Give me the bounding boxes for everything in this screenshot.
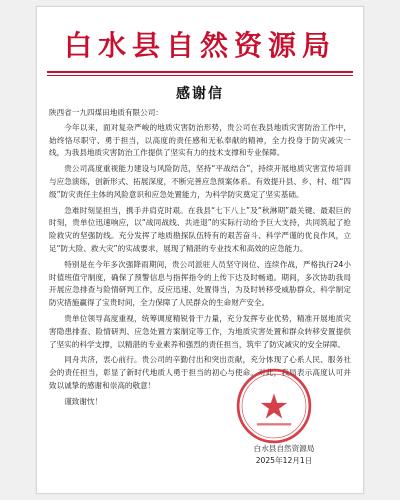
letter-body: [49, 107, 351, 409]
letter-page: [36, 6, 364, 494]
salutation: 陕西省一九四煤田地质有限公司：: [49, 108, 163, 117]
paragraph-4: 特别是在今年多次强降雨期间，贵公司派驻人员坚守岗位、连续作战，严格执行24小时值班值守制度，确保了预警信息与指挥指令的上传下达及时畅通。期间，多次协助我局开展应急排查与险情研判工作，反应迅速、处置得当，为及时转移受威胁群众、科学制定防灾措施赢得了宝贵时间，全力保障了人民群众的生命财产安全。: [49, 259, 351, 308]
letterhead-title: 白水县自然资源局: [63, 29, 336, 62]
signature-org: 白水县自然资源局: [253, 444, 315, 453]
letterhead-rule-thick: [47, 71, 353, 73]
paragraph-6: 同舟共济，衷心前行。贵公司的辛勤付出和突出贡献，充分体现了心系人民、服务社会的责任担当，彰显了新时代地质人勇于担当的初心与使命。对此，我局表示高度认可并致以诚挚的感谢和崇高的敬意！: [49, 355, 351, 390]
seal-code-strip: [257, 423, 291, 425]
document-title: 感谢信: [176, 86, 224, 102]
paragraph-3: 急难时刻显担当，携手并肩克时艰。在我县“七下八上”及“秋淋期”最关键、最艰巨的时刻，贵单位迅速响应，以“战同战线、共进退”的实际行动给予巨大支持，共同筑起了抢险救灾的坚强防线。充分发挥了地质勘探队伍特有的艰苦奋斗、科学严谨的优良作风，立足“防大险、救大灾”的实战要求，展现了精湛的专业技术和高效的应急能力。: [49, 205, 351, 253]
paragraph-5: 贵单位领导高度重视，统筹调度精锐骨干力量，充分发挥专业优势，精准开展地质灾害隐患排查、险情研判、应急处置方案制定等工作，为地质灾害处置和群众转移安置提供了坚实的科学支撑，以精湛的专业素养和强烈的责任担当，筑牢了防灾减灾的安全屏障。: [49, 313, 351, 349]
paragraph-2: 贵公司高度重视能力建设与风险防范，坚持“平战结合”，持续开展地质灾害宣传培训与应急演练，创新形式、拓展深度，不断完善应急预案体系。有效提升县、乡、村、组“四级”防灾责任主体的风险意识和应急处置能力，为科学防灾奠定了坚实基础。: [49, 164, 351, 199]
signature-date: 2025年12月1日: [255, 456, 313, 465]
official-seal: [235, 367, 313, 445]
seal-star-icon: [261, 394, 288, 419]
paragraph-1: 今年以来，面对复杂严峻的地质灾害防治形势，贵公司在我县地质灾害防治工作中，始终恪尽职守、勇于担当，以高度的责任感和无私奉献的精神，全力投身于防灾减灾一线，为我县地质灾害防治工作提供了坚实有力的技术支撑和专业保障。: [49, 122, 351, 158]
letterhead-rule-thin: [47, 75, 353, 76]
closing-line: 谨致谢忱！: [64, 396, 103, 406]
signature-block: [229, 443, 339, 467]
